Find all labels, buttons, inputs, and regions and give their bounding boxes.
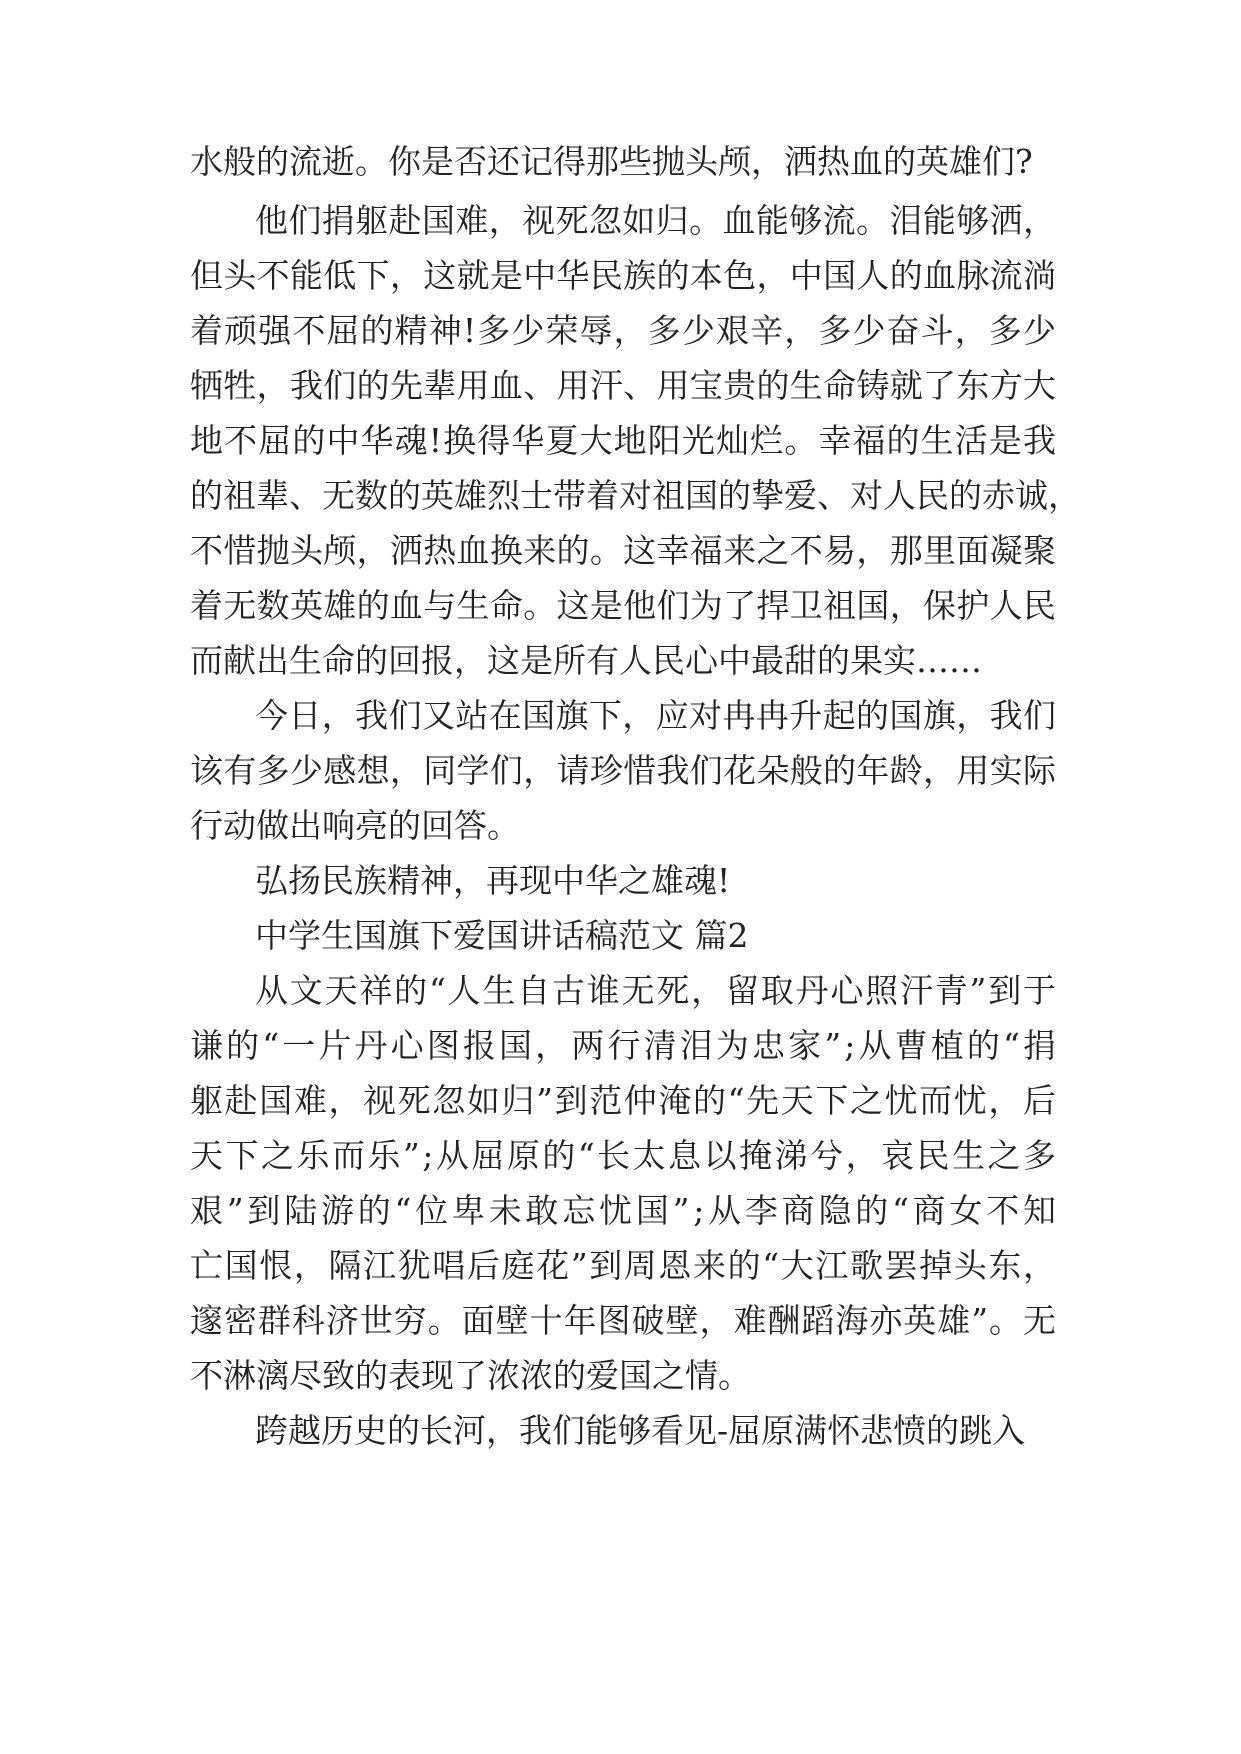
paragraph-line: 他们捐躯赴国难，视死忽如归。血能够流。泪能够洒， <box>255 201 1057 240</box>
paragraph-line: 但头不能低下，这就是中华民族的本色，中国人的血脉流淌 <box>190 256 1057 295</box>
paragraph-line: 从文天祥的“人生自古谁无死，留取丹心照汗青”到于 <box>255 971 1058 1010</box>
paragraph-line: 牺牲，我们的先辈用血、用汗、用宝贵的生命铸就了东方大 <box>190 366 1057 405</box>
paragraph-line: 天下之乐而乐”;从屈原的“长太息以掩涕兮，哀民生之多 <box>190 1136 1059 1175</box>
paragraph-line: 的祖辈、无数的英雄烈士带着对祖国的挚爱、对人民的赤诚， <box>190 476 1081 515</box>
paragraph-line: 该有多少感想，同学们，请珍惜我们花朵般的年龄，用实际 <box>190 751 1057 790</box>
paragraph-line: 跨越历史的长河，我们能够看见-屈原满怀悲愤的跳入 <box>255 1411 1026 1450</box>
paragraph-line: 不淋漓尽致的表现了浓浓的爱国之情。 <box>190 1356 751 1395</box>
paragraph-line: 谦的“一片丹心图报国，两行清泪为忠家”;从曹植的“捐 <box>190 1026 1060 1065</box>
paragraph-line: 着无数英雄的血与生命。这是他们为了捍卫祖国，保护人民 <box>190 586 1057 625</box>
section-heading: 中学生国旗下爱国讲话稿范文 篇2 <box>255 916 749 955</box>
paragraph-line: 行动做出响亮的回答。 <box>190 806 520 845</box>
paragraph-line: 不惜抛头颅，洒热血换来的。这幸福来之不易，那里面凝聚 <box>190 531 1057 570</box>
paragraph-line: 邃密群科济世穷。面壁十年图破壁，难酬蹈海亦英雄”。无 <box>190 1301 1057 1340</box>
paragraph-line: 弘扬民族精神，再现中华之雄魂! <box>255 861 731 900</box>
paragraph-line: 亡国恨，隔江犹唱后庭花”到周恩来的“大江歌罢掉头东， <box>190 1246 1058 1285</box>
paragraph-line: 水般的流逝。你是否还记得那些抛头颅，洒热血的英雄们? <box>190 142 1033 181</box>
paragraph-line: 艰”到陆游的“位卑未敢忘忧国”;从李商隐的“商女不知 <box>190 1191 1060 1230</box>
paragraph-line: 着顽强不屈的精神!多少荣辱，多少艰辛，多少奋斗，多少 <box>190 311 1058 350</box>
paragraph-line: 躯赴国难，视死忽如归”到范仲淹的“先天下之忧而忧，后 <box>190 1081 1058 1120</box>
paragraph-line: 地不屈的中华魂!换得华夏大地阳光灿烂。幸福的生活是我 <box>190 421 1058 460</box>
paragraph-line: 今日，我们又站在国旗下，应对冉冉升起的国旗，我们 <box>255 696 1057 735</box>
paragraph-line: 而献出生命的回报，这是所有人民心中最甜的果实…… <box>190 641 982 680</box>
